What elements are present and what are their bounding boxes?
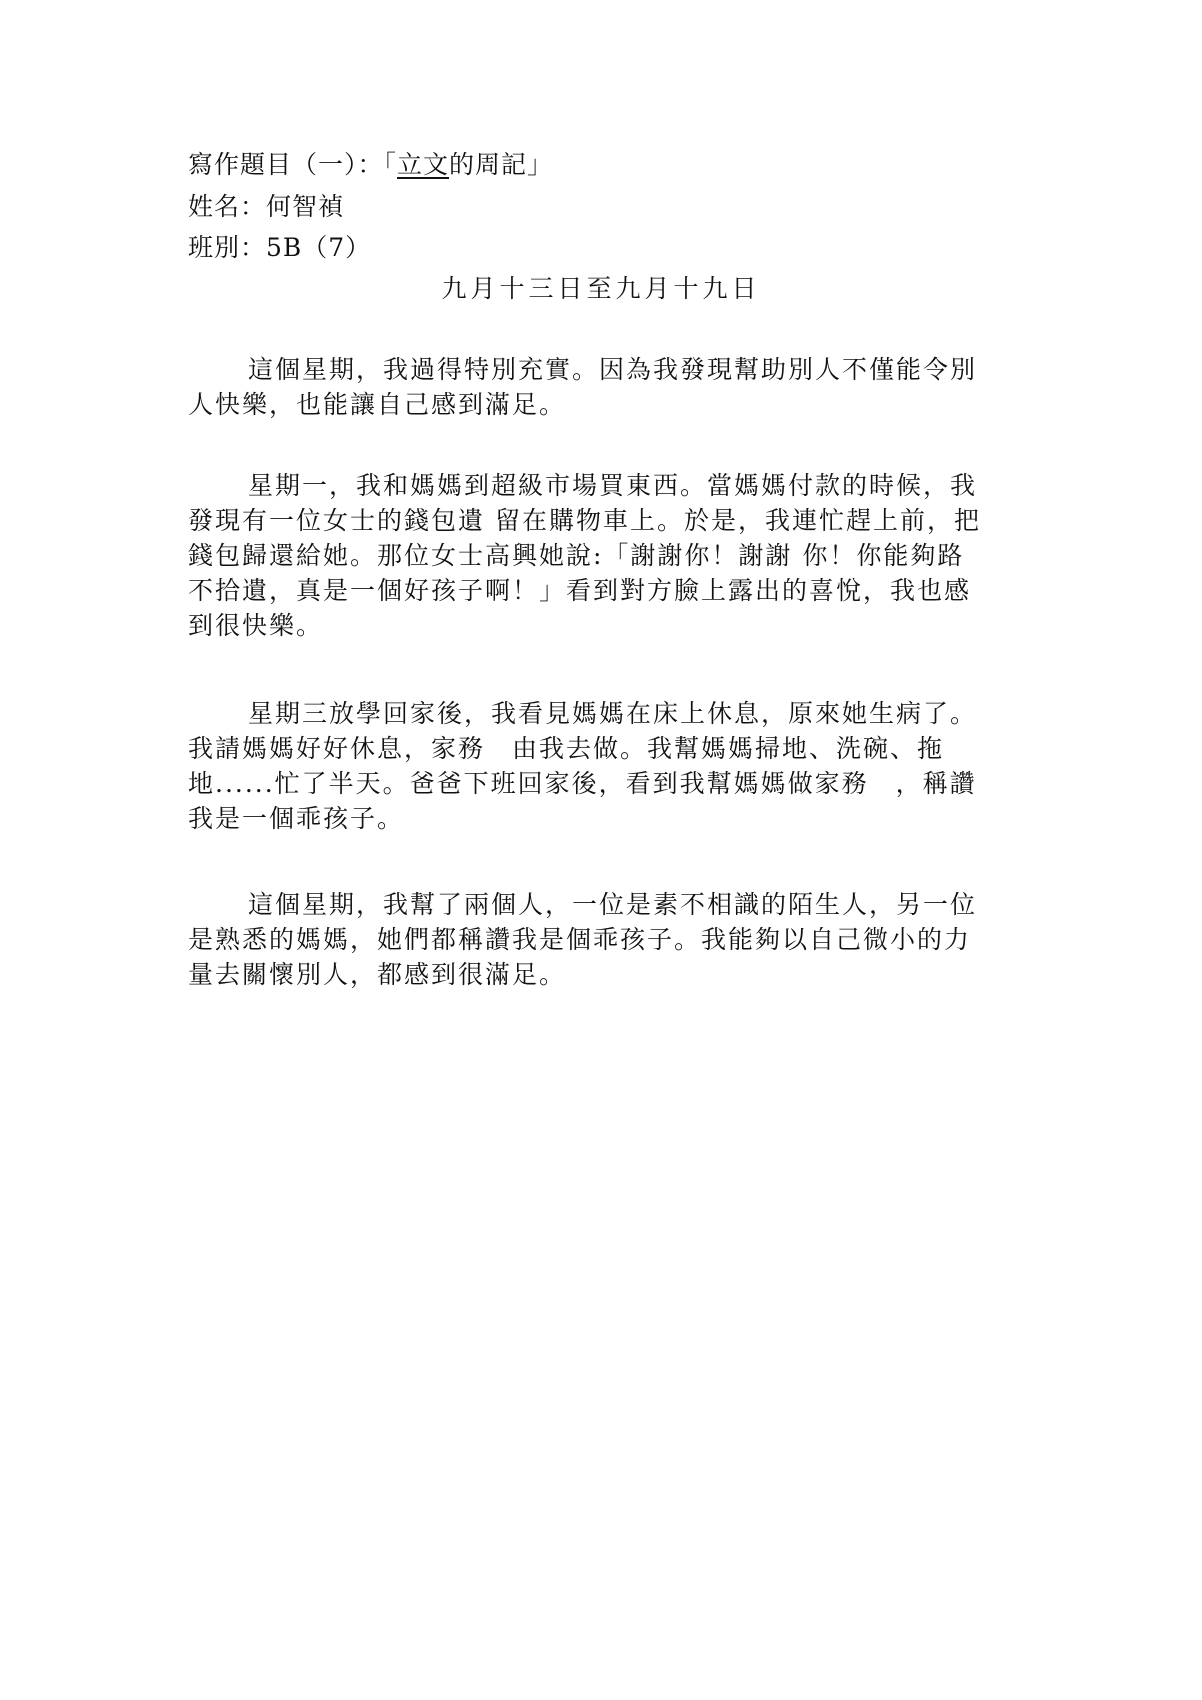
- paragraph-line: 我請媽媽好好休息，家務 由我去做。我幫媽媽掃地、洗碗、拖: [188, 734, 945, 763]
- paragraph-4: [188, 887, 1018, 992]
- paragraph-1: [188, 352, 1018, 422]
- paragraph-line: 我是一個乖孩子。: [188, 804, 405, 833]
- paragraph-line: 發現有一位女士的錢包遺 留在購物車上。於是，我連忙趕上前，把: [188, 506, 981, 535]
- paragraph-line: 人快樂，也能讓自己感到滿足。: [188, 390, 567, 419]
- paragraph-line: 不拾遺，真是一個好孩子啊！」看到對方臉上露出的喜悅，我也感: [188, 576, 972, 605]
- essay-title: [188, 148, 553, 182]
- paragraph-line: 錢包歸還給她。那位女士高興她說:「謝謝你！謝謝 你！你能夠路: [188, 541, 965, 570]
- paragraph-line: 星期三放學回家後，我看見媽媽在床上休息，原來她生病了。: [248, 699, 978, 728]
- paragraph-2: [188, 468, 1018, 643]
- paragraph-line: 星期一，我和媽媽到超級市場買東西。當媽媽付款的時候，我: [248, 471, 978, 500]
- paragraph-line: 到很快樂。: [188, 611, 324, 640]
- paragraph-line: 地......忙了半天。爸爸下班回家後，看到我幫媽媽做家務 ，稱讚: [188, 769, 977, 798]
- paragraph-line: 是熟悉的媽媽，她們都稱讚我是個乖孩子。我能夠以自己微小的力: [188, 925, 972, 954]
- essay-title-prefix: 寫作題目（一）：「: [188, 150, 398, 179]
- student-class: 班別：5B（7）: [188, 233, 372, 262]
- essay-title-underlined-name: 立文: [397, 150, 450, 179]
- diary-date-range: 九月十三日至九月十九日: [441, 274, 761, 303]
- paragraph-line: 這個星期，我幫了兩個人，一位是素不相識的陌生人，另一位: [248, 890, 978, 919]
- paragraph-3: [188, 696, 1018, 836]
- essay-title-suffix: 的周記」: [449, 150, 554, 179]
- paragraph-line: 這個星期，我過得特別充實。因為我發現幫助別人不僅能令別: [248, 355, 978, 384]
- student-name: 姓名：何智禎: [188, 192, 345, 221]
- paragraph-line: 量去關懷別人，都感到很滿足。: [188, 960, 567, 989]
